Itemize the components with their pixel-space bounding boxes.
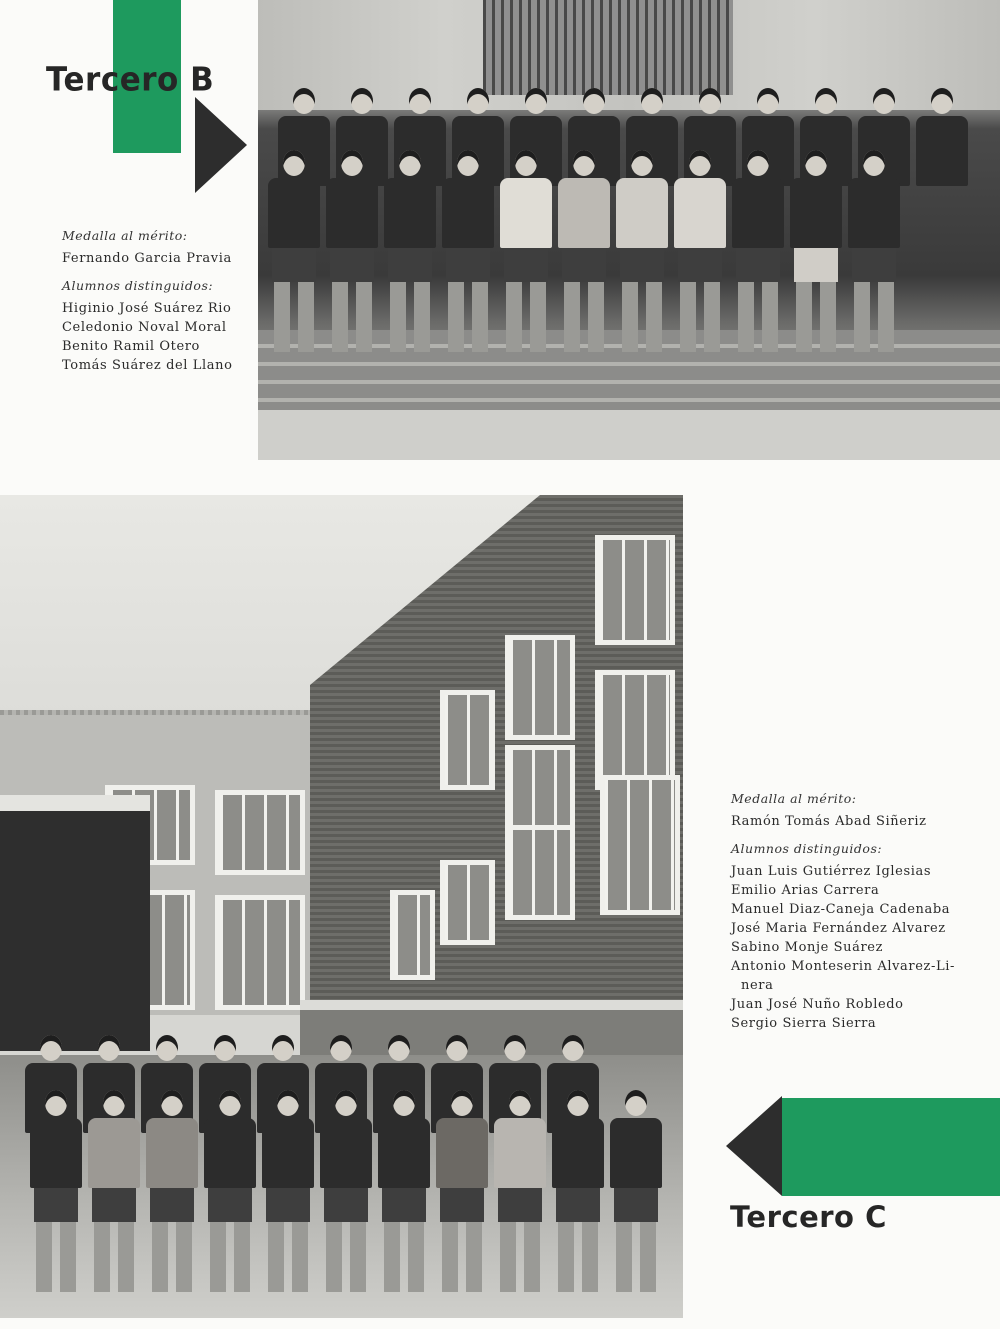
window: [595, 535, 675, 645]
distinguished-student: Juan Luis Gutiérrez Iglesias: [731, 864, 932, 879]
window: [600, 775, 680, 915]
distinguished-student: Tomás Suárez del Llano: [62, 358, 233, 373]
window: [595, 670, 675, 790]
awards-tercero-b: [62, 226, 233, 375]
medal-label: Medalla al mérito:: [62, 228, 188, 243]
section-title-tercero-b: Tercero B: [46, 61, 215, 99]
distinguished-student: Emilio Arias Carrera: [731, 883, 880, 898]
class-photo-tercero-c: [0, 495, 683, 1318]
covered-entrance: [0, 795, 150, 1051]
window: [505, 825, 575, 920]
distinguished-label: Alumnos distinguidos:: [731, 841, 883, 856]
window: [390, 890, 435, 980]
distinguished-student: Manuel Diaz-Caneja Cadenaba: [731, 902, 951, 917]
students-front-row: [30, 1090, 668, 1292]
window-grille: [483, 0, 733, 95]
triangle-right-icon: [195, 97, 247, 193]
distinguished-student: Antonio Monteserin Alvarez-Li-: [731, 959, 955, 974]
distinguished-label: Alumnos distinguidos:: [62, 278, 214, 293]
distinguished-student: Juan José Nuño Robledo: [731, 997, 904, 1012]
pavement: [258, 410, 1000, 460]
distinguished-student-continued: nera: [741, 978, 774, 993]
medal-winner: Ramón Tomás Abad Siñeriz: [731, 814, 927, 829]
window: [215, 790, 305, 875]
distinguished-student: Benito Ramil Otero: [62, 339, 200, 354]
window: [505, 635, 575, 740]
window: [215, 895, 305, 1010]
section-title-tercero-c: Tercero C: [730, 1200, 887, 1234]
green-banner-tercero-c: [782, 1098, 1000, 1196]
distinguished-student: Sergio Sierra Sierra: [731, 1016, 877, 1031]
window: [440, 690, 495, 790]
medal-label: Medalla al mérito:: [731, 791, 857, 806]
awards-tercero-c: [731, 789, 955, 1033]
students-front-row: [268, 150, 906, 352]
distinguished-student: Higinio José Suárez Rio: [62, 301, 232, 316]
window: [440, 860, 495, 945]
medal-winner: Fernando Garcia Pravia: [62, 251, 232, 266]
distinguished-student: Sabino Monje Suárez: [731, 940, 884, 955]
distinguished-student: José Maria Fernández Alvarez: [731, 921, 946, 936]
triangle-left-icon: [726, 1096, 782, 1196]
distinguished-student: Celedonio Noval Moral: [62, 320, 227, 335]
class-photo-tercero-b: [258, 0, 1000, 460]
